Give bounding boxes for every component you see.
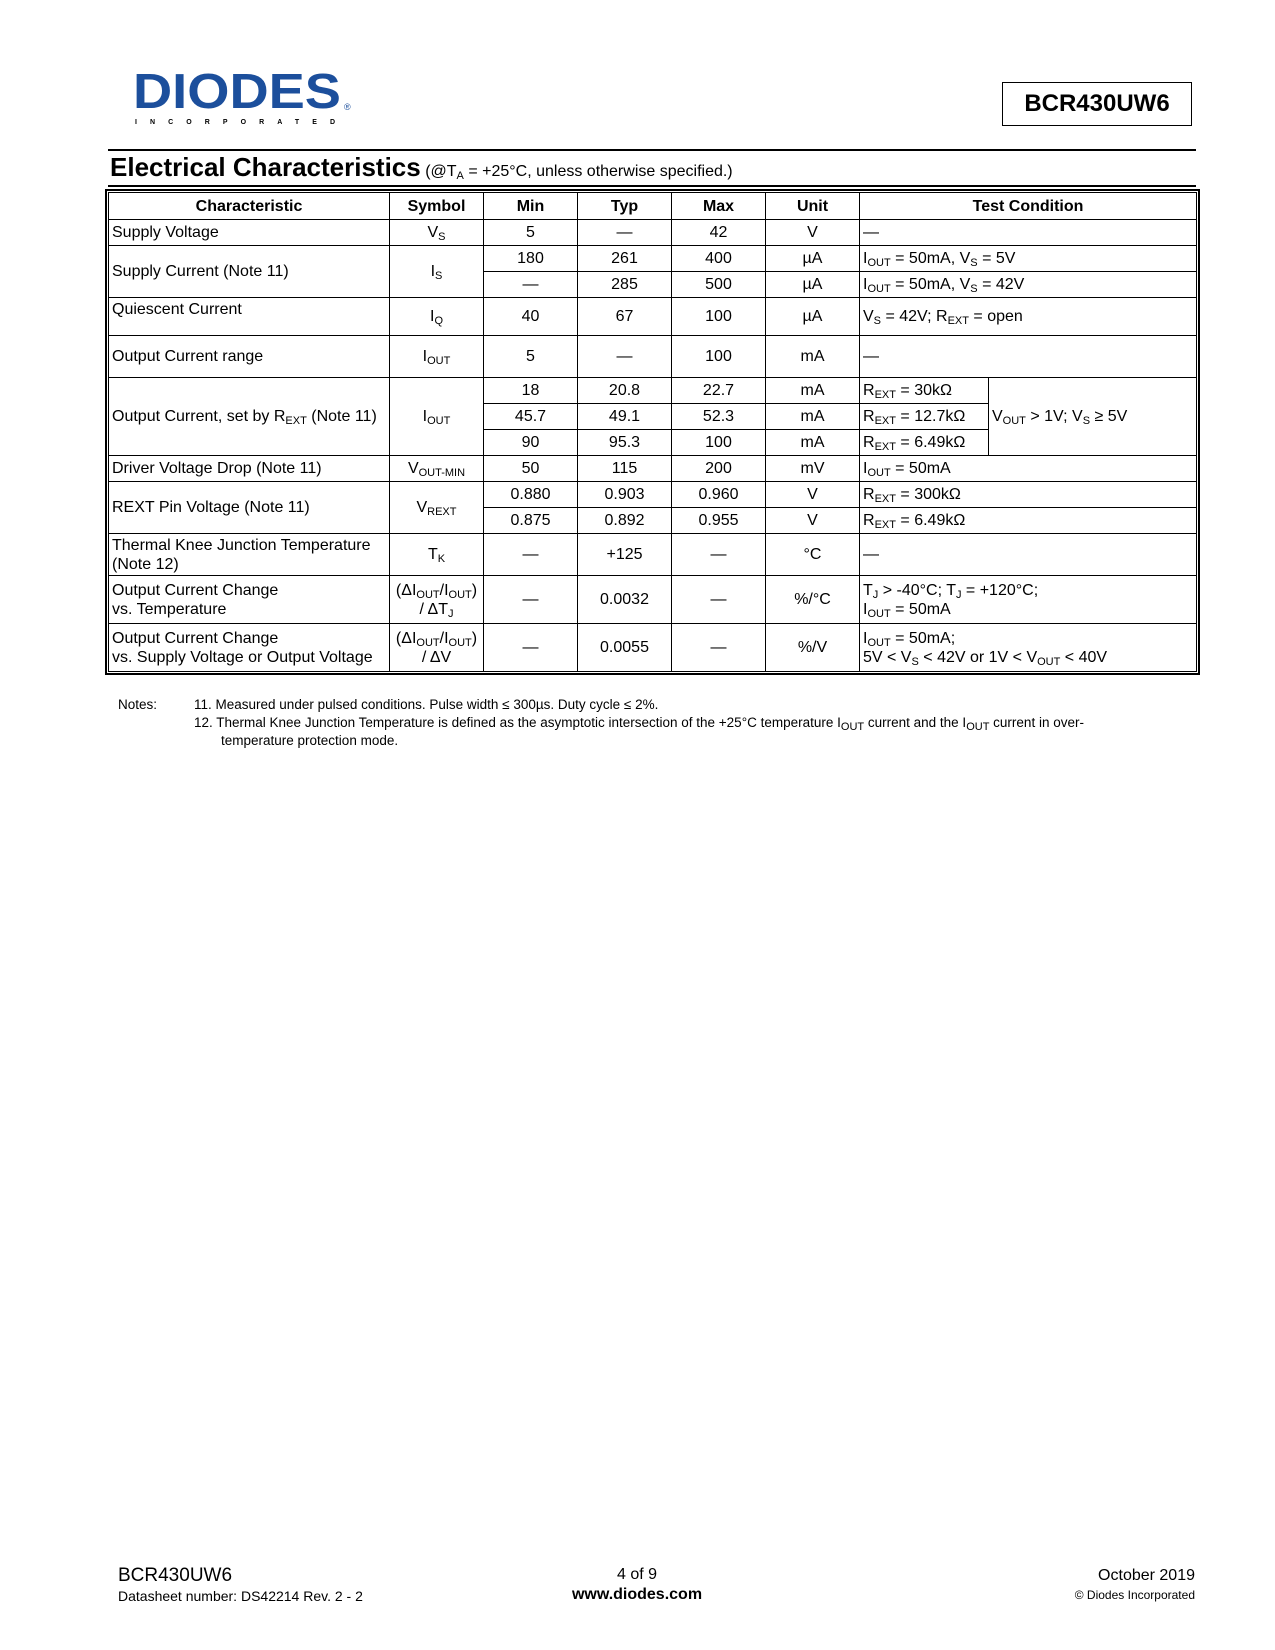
cell-typ: +125: [578, 534, 672, 576]
cell-test-condition: $I_{OUT} = 50mA$, $V_S = 5V$: [860, 246, 1197, 272]
section-title-text: Electrical Characteristics: [110, 152, 421, 182]
cell-characteristic: Supply Current (Note 11): [109, 246, 390, 298]
cell-max: 52.3: [672, 404, 766, 430]
cell-min: 40: [484, 298, 578, 336]
cell-typ: 67: [578, 298, 672, 336]
cell-min: —: [484, 624, 578, 672]
cell-min: 90: [484, 430, 578, 456]
cell-test-condition: $I_{OUT} = 50mA$: [860, 456, 1197, 482]
cell-characteristic: Output Current range: [109, 336, 390, 378]
table-row: [109, 482, 1197, 508]
table-row: [109, 336, 1197, 378]
cell-test-condition: —: [860, 534, 1197, 576]
cell-max: 42: [672, 220, 766, 246]
electrical-characteristics-table: [108, 192, 1197, 672]
cell-typ: 261: [578, 246, 672, 272]
cell-max: 0.960: [672, 482, 766, 508]
footer-date: October 2019: [1098, 1567, 1195, 1584]
cell-symbol: $(\Delta I_{OUT}/I_{OUT})$ / $\Delta T_J$: [390, 576, 484, 624]
title-rule: [108, 185, 1196, 187]
cell-symbol: $I_Q$: [390, 298, 484, 336]
cell-characteristic: Driver Voltage Drop (Note 11): [109, 456, 390, 482]
cell-test-condition: $R_{EXT} = 300k\Omega$: [860, 482, 1197, 508]
cell-unit: °C: [766, 534, 860, 576]
cell-max: 500: [672, 272, 766, 298]
cell-unit: mA: [766, 378, 860, 404]
footer-copyright: © Diodes Incorporated: [1074, 1588, 1195, 1602]
cell-unit: V: [766, 482, 860, 508]
cell-max: 100: [672, 430, 766, 456]
header-max: Max: [672, 193, 766, 220]
footer-left: [118, 1565, 363, 1605]
cell-min: 5: [484, 336, 578, 378]
cell-typ: 0.892: [578, 508, 672, 534]
cell-test-condition: $R_{EXT} = 6.49k\Omega$: [860, 508, 1197, 534]
cell-symbol: $T_K$: [390, 534, 484, 576]
note-11: 11. Measured under pulsed conditions. Pulse width ≤ 300µs. Duty cycle ≤ 2%.: [194, 697, 659, 712]
cell-max: 22.7: [672, 378, 766, 404]
cell-symbol: $V_{REXT}$: [390, 482, 484, 534]
cell-test-condition: $R_{EXT} = 12.7k\Omega$: [860, 404, 989, 430]
cell-unit: V: [766, 220, 860, 246]
footer-right: [1075, 1565, 1195, 1603]
section-subtitle: ($@T_A = +25^\circ C$, unless otherwise specified.): [425, 163, 733, 182]
cell-symbol: $I_{OUT}$: [390, 336, 484, 378]
cell-max: 100: [672, 298, 766, 336]
cell-symbol: $I_S$: [390, 246, 484, 298]
cell-typ: 20.8: [578, 378, 672, 404]
footer-datasheet-number: Datasheet number: DS42214 Rev. 2 - 2: [118, 1588, 363, 1604]
logo-subtext: INCORPORATED: [135, 119, 335, 126]
table-row: [109, 220, 1197, 246]
cell-symbol: $V_S$: [390, 220, 484, 246]
table-row: [109, 624, 1197, 672]
cell-test-condition: $I_{OUT} = 50mA$, $V_S = 42V$: [860, 272, 1197, 298]
cell-unit: %/°C: [766, 576, 860, 624]
cell-test-condition: —: [860, 336, 1197, 378]
cell-max: 0.955: [672, 508, 766, 534]
cell-test-condition: $T_J > -40^\circ C$; $T_J = +120^\circ C$; $I_{OUT} = 50mA$: [860, 576, 1197, 624]
cell-characteristic: Supply Voltage: [109, 220, 390, 246]
cell-test-condition: —: [860, 220, 1197, 246]
cell-unit: mV: [766, 456, 860, 482]
table-row: [109, 246, 1197, 272]
cell-min: 5: [484, 220, 578, 246]
cell-unit: µA: [766, 246, 860, 272]
cell-max: —: [672, 624, 766, 672]
table-row: [109, 378, 1197, 404]
cell-characteristic: Output Current, set by $R_{EXT}$ (Note 11): [109, 378, 390, 456]
cell-typ: —: [578, 220, 672, 246]
cell-typ: —: [578, 336, 672, 378]
cell-min: 180: [484, 246, 578, 272]
cell-unit: mA: [766, 430, 860, 456]
cell-min: 45.7: [484, 404, 578, 430]
cell-min: —: [484, 576, 578, 624]
header-test-condition: Test Condition: [860, 193, 1197, 220]
cell-characteristic: Output Current Change vs. Temperature: [109, 576, 390, 624]
page-number: 4 of 9: [616, 1566, 658, 1583]
cell-typ: 0.0032: [578, 576, 672, 624]
cell-test-condition: $R_{EXT} = 6.49k\Omega$: [860, 430, 989, 456]
cell-typ: 49.1: [578, 404, 672, 430]
cell-symbol: $V_{OUT-MIN}$: [390, 456, 484, 482]
table-row: [109, 534, 1197, 576]
cell-unit: µA: [766, 298, 860, 336]
section-title: [110, 152, 733, 183]
cell-symbol: $(\Delta I_{OUT}/I_{OUT})$ / ΔV: [390, 624, 484, 672]
cell-max: —: [672, 576, 766, 624]
cell-unit: %/V: [766, 624, 860, 672]
cell-unit: µA: [766, 272, 860, 298]
logo-registered-mark: ®: [344, 102, 351, 112]
cell-min: 0.880: [484, 482, 578, 508]
cell-test-condition-shared: $V_{OUT} > 1V$; $V_S \ge 5V$: [989, 378, 1197, 456]
cell-min: —: [484, 534, 578, 576]
header-min: Min: [484, 193, 578, 220]
note-12-continued: temperature protection mode.: [221, 733, 399, 748]
cell-characteristic: Output Current Change vs. Supply Voltage or Output Voltage: [109, 624, 390, 672]
cell-max: 100: [672, 336, 766, 378]
header-rule: [108, 149, 1196, 151]
notes-label: Notes:: [118, 697, 158, 712]
cell-unit: mA: [766, 336, 860, 378]
header-characteristic: Characteristic: [109, 193, 390, 220]
header-typ: Typ: [578, 193, 672, 220]
cell-characteristic: REXT Pin Voltage (Note 11): [109, 482, 390, 534]
cell-typ: 0.0055: [578, 624, 672, 672]
part-number-box: BCR430UW6: [1002, 82, 1192, 126]
cell-test-condition: $V_S = 42V$; $R_{EXT}$ = open: [860, 298, 1197, 336]
cell-test-condition: $I_{OUT} = 50mA$; $5V < V_S < 42V$ or $1V < V_{OUT} < 40V$: [860, 624, 1197, 672]
footer-part-number: BCR430UW6: [118, 1565, 233, 1586]
table-header-row: [109, 193, 1197, 220]
cell-typ: 95.3: [578, 430, 672, 456]
cell-test-condition: $R_{EXT} = 30k\Omega$: [860, 378, 989, 404]
cell-min: 50: [484, 456, 578, 482]
cell-characteristic: Thermal Knee Junction Temperature (Note 12): [109, 534, 390, 576]
cell-symbol: $I_{OUT}$: [390, 378, 484, 456]
table-row: [109, 298, 1197, 336]
table-row: [109, 456, 1197, 482]
cell-max: 400: [672, 246, 766, 272]
table-row: [109, 576, 1197, 624]
cell-unit: V: [766, 508, 860, 534]
cell-min: 0.875: [484, 508, 578, 534]
cell-typ: 285: [578, 272, 672, 298]
diodes-logo: [133, 66, 363, 130]
note-12: 12. Thermal Knee Junction Temperature is defined as the asymptotic intersection of the +25°C temperature $I_{OUT}$ current and the $I_{OUT}$ current in over-: [194, 715, 1084, 733]
cell-characteristic: Quiescent Current: [109, 298, 390, 336]
footer-center: [537, 1565, 737, 1605]
cell-min: —: [484, 272, 578, 298]
cell-min: 18: [484, 378, 578, 404]
cell-typ: 115: [578, 456, 672, 482]
cell-typ: 0.903: [578, 482, 672, 508]
website-link[interactable]: www.diodes.com: [571, 1586, 703, 1603]
logo-wordmark: DIODES: [133, 66, 341, 119]
header-unit: Unit: [766, 193, 860, 220]
header-symbol: Symbol: [390, 193, 484, 220]
cell-unit: mA: [766, 404, 860, 430]
cell-max: 200: [672, 456, 766, 482]
cell-max: —: [672, 534, 766, 576]
